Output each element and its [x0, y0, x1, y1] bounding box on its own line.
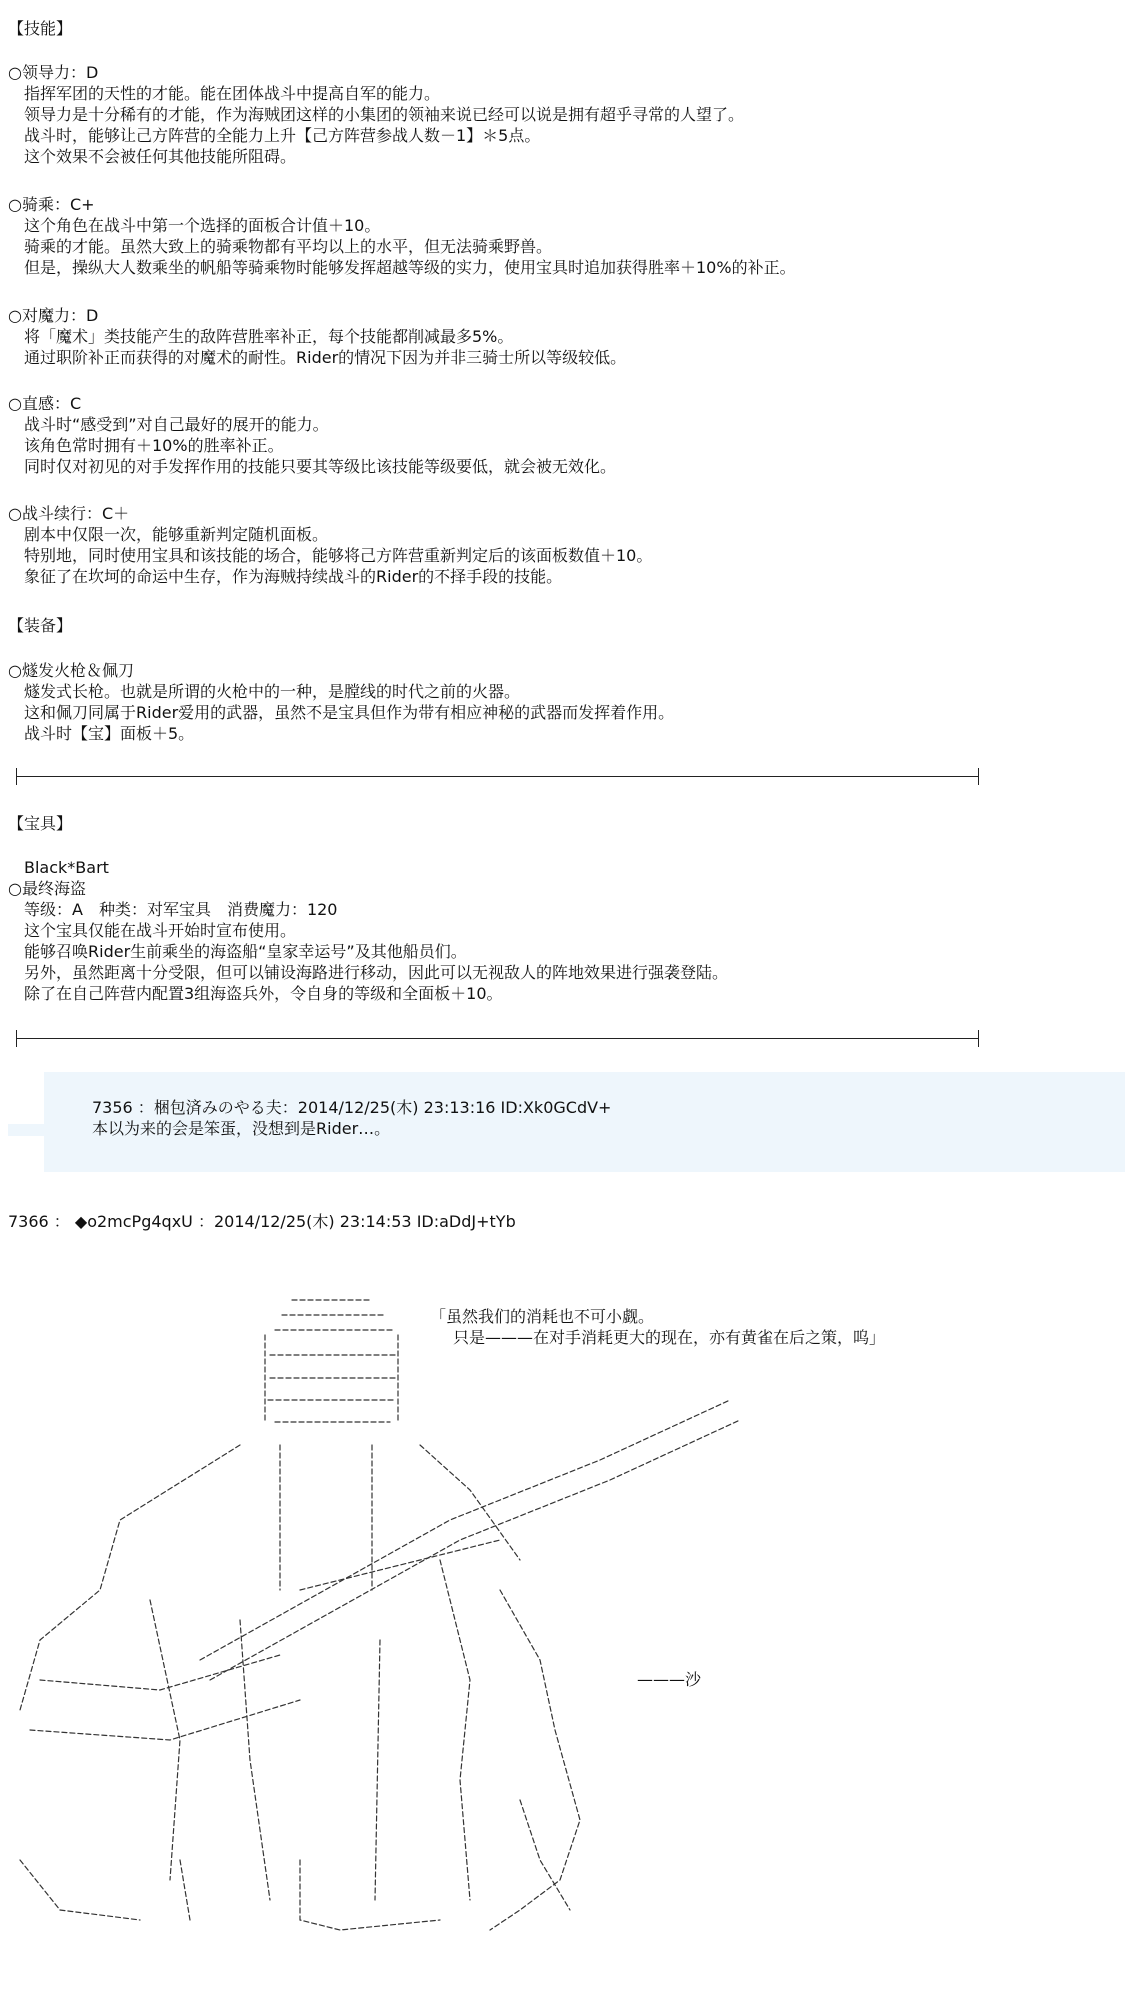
- skill-line: 该角色常时拥有＋10%的胜率补正。: [24, 436, 284, 455]
- pirate-with-musket-art: [0, 1260, 1125, 1940]
- skill-line: 特别地，同时使用宝具和该技能的场合，能够将己方阵营重新判定后的该面板数值＋10。: [24, 546, 653, 565]
- skill-line: 战斗时，能够让己方阵营的全能力上升【己方阵营参战人数－1】＊5点。: [24, 126, 541, 145]
- quoted-post-header: 7356 ：梱包済みのやる夫：2014/12/25(木) 23:13:16 ID:Xk0GCdV+: [92, 1098, 612, 1117]
- skill-line: 战斗时“感受到”对自己最好的展开的能力。: [24, 415, 329, 434]
- skills-heading: 【技能】: [8, 19, 73, 38]
- art-arms: [30, 1540, 500, 1740]
- skill-line: 通过职阶补正而获得的对魔术的耐性。Rider的情况下因为并非三骑士所以等级较低。: [24, 348, 627, 367]
- skill-line: 将「魔术」类技能产生的敌阵营胜率补正，每个技能都削减最多5%。: [24, 327, 514, 346]
- noble-phantasm-line: 除了在自己阵营内配置3组海盗兵外，令自身的等级和全面板＋10。: [24, 984, 503, 1003]
- skill-instinct: [8, 393, 616, 477]
- skill-line: 象征了在坎坷的命运中生存，作为海贼持续战斗的Rider的不择手段的技能。: [24, 567, 563, 586]
- skill-name: ○直感：C: [8, 394, 82, 413]
- skill-riding: [8, 194, 796, 278]
- noble-phantasm-item: [8, 857, 728, 1004]
- noble-phantasm-name: ○最终海盗: [8, 879, 86, 898]
- equipment-item: [8, 660, 674, 744]
- speech-line-1: 「虽然我们的消耗也不可小觑。: [430, 1307, 655, 1326]
- skill-battle-continuation: [8, 503, 652, 587]
- skill-name: ○战斗续行：C＋: [8, 504, 130, 523]
- art-hat: [275, 1300, 392, 1330]
- section-divider: [16, 776, 979, 777]
- art-legs: [20, 1800, 570, 1930]
- art-musket: [200, 1400, 740, 1680]
- skill-line: 指挥军团的天性的才能。能在团体战斗中提高自军的能力。: [24, 84, 441, 103]
- skill-leadership: [8, 62, 744, 167]
- skill-line: 领导力是十分稀有的才能，作为海贼团这样的小集团的领袖来说已经可以说是拥有超乎寻常的人望了。: [24, 105, 745, 124]
- skill-name: ○对魔力：D: [8, 306, 99, 325]
- noble-phantasm-line: 能够召唤Rider生前乘坐的海盗船“皇家幸运号”及其他船员们。: [24, 942, 467, 961]
- noble-phantasm-line: 这个宝具仅能在战斗开始时宣布使用。: [24, 921, 297, 940]
- skill-magic-resistance: [8, 305, 626, 368]
- quoted-post-body: 本以为来的会是笨蛋，没想到是Rider…。: [92, 1119, 391, 1138]
- section-divider: [16, 1038, 979, 1039]
- skill-line: 同时仅对初见的对手发挥作用的技能只要其等级比该技能等级要低，就会被无效化。: [24, 457, 617, 476]
- art-coat-tail: [490, 1590, 580, 1930]
- equipment-name: ○燧发火枪＆佩刀: [8, 661, 134, 680]
- equipment-section: [8, 615, 72, 636]
- noble-phantasm-section: [8, 813, 72, 834]
- quote-marker: [8, 1124, 48, 1136]
- ascii-art-illustration: [0, 1260, 1125, 1940]
- art-head: [265, 1335, 398, 1422]
- equipment-line: 燧发式长枪。也就是所谓的火枪中的一种，是膛线的时代之前的火器。: [24, 682, 521, 701]
- noble-phantasm-line: 等级：A 种类：对军宝具 消费魔力：120: [24, 900, 338, 919]
- art-coat: [150, 1560, 470, 1900]
- noble-phantasm-line: 另外，虽然距离十分受限，但可以铺设海路进行移动，因此可以无视敌人的阵地效果进行强袭登陆。: [24, 963, 729, 982]
- skill-line: 这个角色在战斗中第一个选择的面板合计值＋10。: [24, 216, 381, 235]
- noble-phantasm-heading: 【宝具】: [8, 814, 73, 833]
- equipment-heading: 【装备】: [8, 616, 73, 635]
- skill-line: 这个效果不会被任何其他技能所阻碍。: [24, 147, 297, 166]
- sound-effect: ———沙: [637, 1670, 702, 1689]
- post-header: 7366 ： ◆o2mcPg4qxU ：2014/12/25(木) 23:14:53 ID:aDdJ+tYb: [8, 1212, 516, 1231]
- skill-name: ○骑乘：C+: [8, 195, 95, 214]
- skill-line: 但是，操纵大人数乘坐的帆船等骑乘物时能够发挥超越等级的实力，使用宝具时追加获得胜率＋10%的补正。: [24, 258, 796, 277]
- skill-line: 骑乘的才能。虽然大致上的骑乘物都有平均以上的水平，但无法骑乘野兽。: [24, 237, 553, 256]
- speech-line-2: 只是———在对手消耗更大的现在，亦有黄雀在后之策，呜」: [453, 1328, 886, 1347]
- skill-line: 剧本中仅限一次，能够重新判定随机面板。: [24, 525, 329, 544]
- equipment-line: 战斗时【宝】面板＋5。: [24, 724, 195, 743]
- quoted-post: [44, 1072, 1125, 1172]
- equipment-line: 这和佩刀同属于Rider爱用的武器，虽然不是宝具但作为带有相应神秘的武器而发挥着作用。: [24, 703, 675, 722]
- art-torso: [20, 1445, 520, 1710]
- skill-name: ○领导力：D: [8, 63, 99, 82]
- noble-phantasm-reading: Black*Bart: [24, 858, 109, 877]
- skills-section: [8, 18, 72, 39]
